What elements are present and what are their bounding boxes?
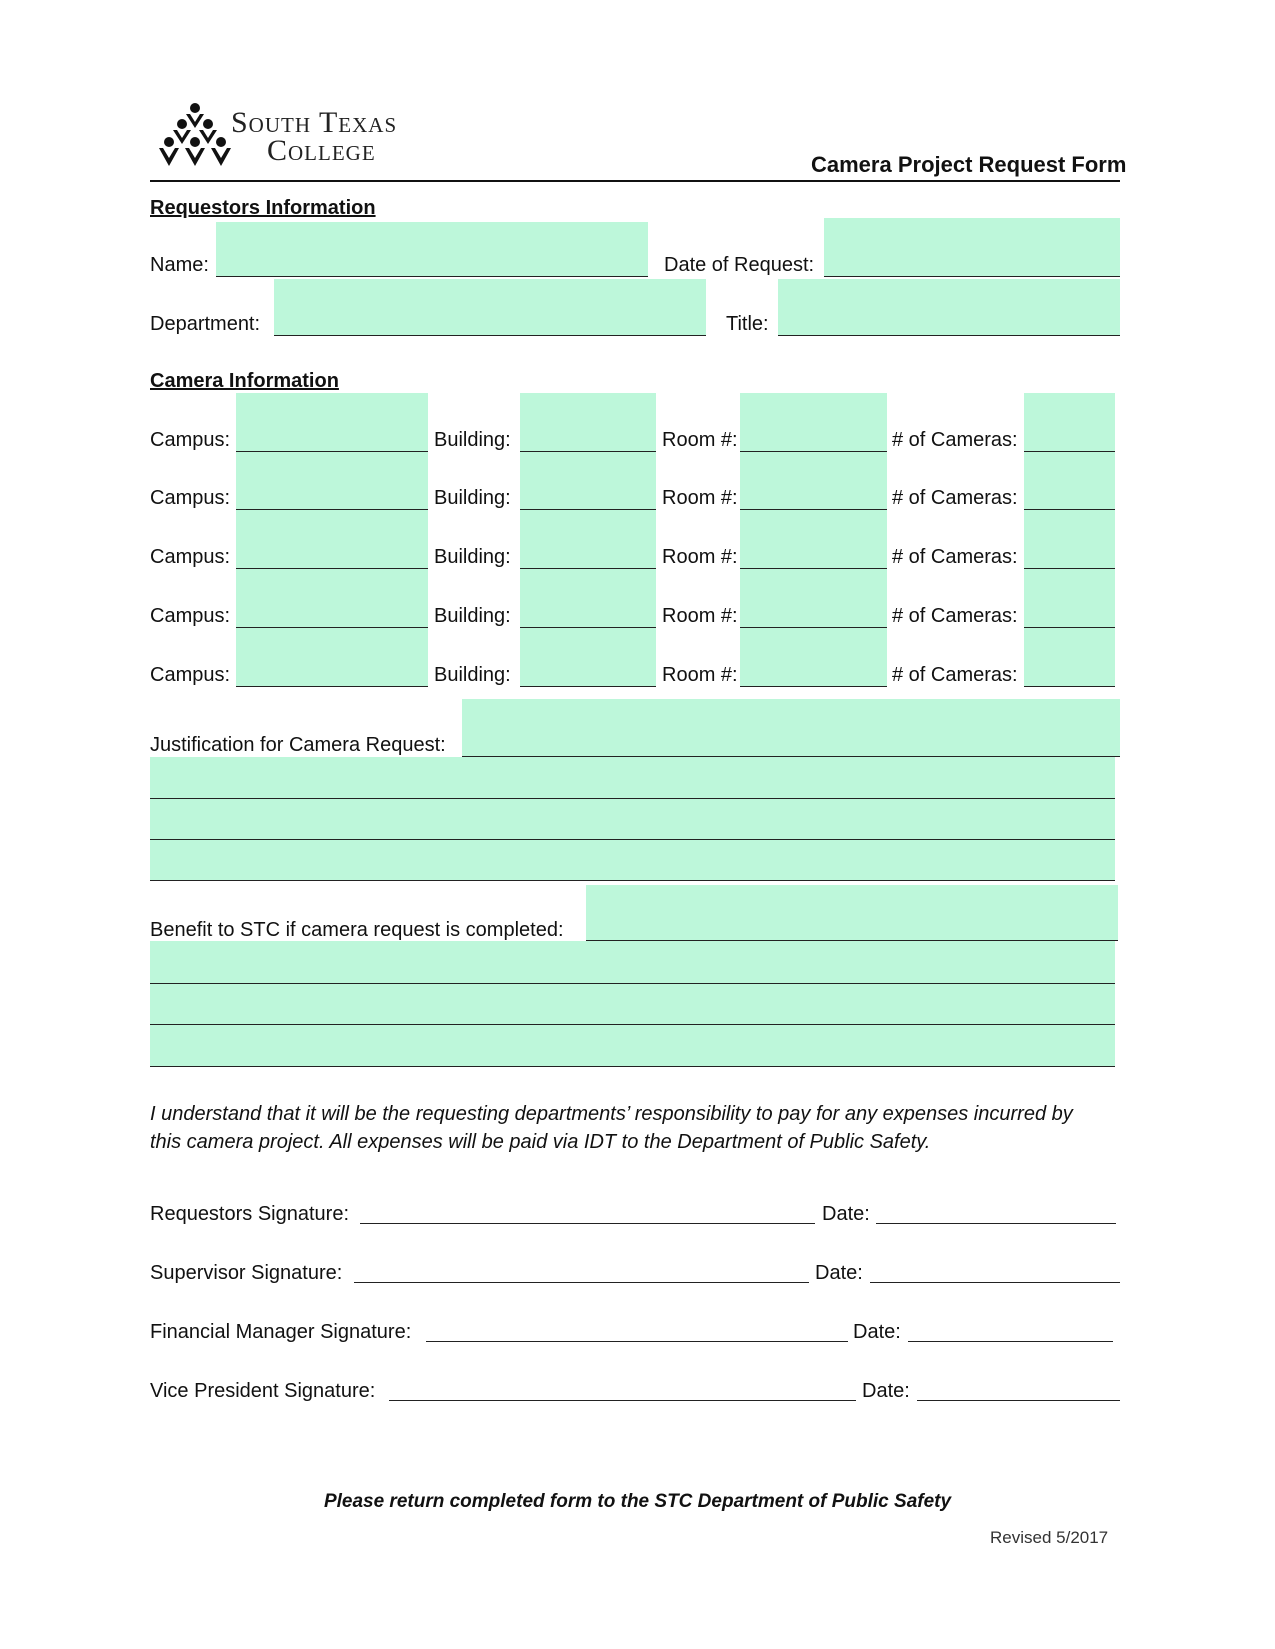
form-title: Camera Project Request Form [811, 152, 1127, 177]
date-of-request-field[interactable] [824, 218, 1120, 277]
name-field[interactable] [216, 222, 648, 277]
benefit-field-line-3[interactable] [150, 984, 1115, 1025]
campus-label: Campus: [150, 429, 231, 451]
room-field[interactable] [740, 628, 887, 687]
building-field[interactable] [520, 628, 656, 687]
campus-field[interactable] [236, 569, 428, 628]
room-label: Room #: [662, 487, 738, 509]
cameras-count-field[interactable] [1024, 393, 1115, 452]
campus-field[interactable] [236, 393, 428, 452]
room-field[interactable] [740, 510, 887, 569]
room-label: Room #: [662, 664, 738, 686]
building-field[interactable] [520, 452, 656, 510]
financial-manager-date-label: Date: [853, 1321, 901, 1343]
return-instructions: Please return completed form to the STC Department of Public Safety [323, 1491, 952, 1512]
building-label: Building: [434, 429, 511, 451]
requestor-signature-line[interactable] [360, 1223, 815, 1224]
vice-president-signature-line[interactable] [389, 1400, 856, 1401]
supervisor-signature-label: Supervisor Signature: [150, 1262, 343, 1284]
benefit-label: Benefit to STC if camera request is completed: [150, 919, 564, 941]
room-field[interactable] [740, 452, 887, 510]
justification-label: Justification for Camera Request: [150, 734, 446, 756]
responsibility-statement-line-2: this camera project. All expenses will be paid via IDT to the Department of Public Safety. [150, 1131, 931, 1153]
revision-date: Revised 5/2017 [990, 1528, 1109, 1547]
requestor-date-line[interactable] [876, 1223, 1116, 1224]
room-label: Room #: [662, 605, 738, 627]
justification-field-line-4[interactable] [150, 840, 1115, 881]
requestor-section-title: Requestors Information [150, 197, 376, 219]
building-label: Building: [434, 605, 511, 627]
room-field[interactable] [740, 569, 887, 628]
benefit-field-line-2[interactable] [150, 941, 1115, 984]
building-label: Building: [434, 664, 511, 686]
cameras-count-label: # of Cameras: [892, 487, 1018, 509]
benefit-field-line-1[interactable] [586, 885, 1118, 941]
campus-label: Campus: [150, 487, 231, 509]
room-label: Room #: [662, 546, 738, 568]
cameras-count-label: # of Cameras: [892, 546, 1018, 568]
responsibility-statement-line-1: I understand that it will be the requesting departments’ responsibility to pay for any expenses incurred by [150, 1103, 1073, 1125]
header-rule [150, 180, 1120, 182]
building-label: Building: [434, 487, 511, 509]
requestor-signature-label: Requestors Signature: [150, 1203, 350, 1225]
building-label: Building: [434, 546, 511, 568]
vice-president-date-label: Date: [862, 1380, 910, 1402]
supervisor-date-line[interactable] [870, 1282, 1120, 1283]
campus-label: Campus: [150, 546, 231, 568]
room-field[interactable] [740, 393, 887, 452]
logo-line-1: South Texas [231, 106, 398, 139]
campus-field[interactable] [236, 628, 428, 687]
financial-manager-signature-line[interactable] [426, 1341, 848, 1342]
building-field[interactable] [520, 393, 656, 452]
supervisor-date-label: Date: [815, 1262, 863, 1284]
justification-field-line-1[interactable] [462, 699, 1120, 757]
justification-field-line-3[interactable] [150, 799, 1115, 840]
cameras-count-label: # of Cameras: [892, 605, 1018, 627]
cameras-count-field[interactable] [1024, 510, 1115, 569]
department-field[interactable] [274, 279, 706, 336]
vice-president-date-line[interactable] [917, 1400, 1120, 1401]
title-field[interactable] [778, 279, 1120, 336]
date-of-request-label: Date of Request: [664, 254, 815, 276]
cameras-count-field[interactable] [1024, 569, 1115, 628]
name-label: Name: [150, 254, 209, 276]
campus-label: Campus: [150, 664, 231, 686]
benefit-field-line-4[interactable] [150, 1025, 1115, 1067]
people-emblem-icon [155, 102, 235, 172]
vice-president-signature-label: Vice President Signature: [150, 1380, 376, 1402]
financial-manager-date-line[interactable] [908, 1341, 1113, 1342]
cameras-count-label: # of Cameras: [892, 664, 1018, 686]
room-label: Room #: [662, 429, 738, 451]
college-logo [155, 100, 425, 175]
cameras-count-field[interactable] [1024, 628, 1115, 687]
camera-section-title: Camera Information [150, 370, 339, 392]
campus-field[interactable] [236, 510, 428, 569]
building-field[interactable] [520, 569, 656, 628]
building-field[interactable] [520, 510, 656, 569]
requestor-date-label: Date: [822, 1203, 870, 1225]
campus-label: Campus: [150, 605, 231, 627]
cameras-count-field[interactable] [1024, 452, 1115, 510]
cameras-count-label: # of Cameras: [892, 429, 1018, 451]
justification-field-line-2[interactable] [150, 757, 1115, 799]
supervisor-signature-line[interactable] [354, 1282, 809, 1283]
financial-manager-signature-label: Financial Manager Signature: [150, 1321, 412, 1343]
title-label: Title: [726, 313, 769, 335]
campus-field[interactable] [236, 452, 428, 510]
logo-line-2: College [267, 134, 376, 167]
department-label: Department: [150, 313, 261, 335]
